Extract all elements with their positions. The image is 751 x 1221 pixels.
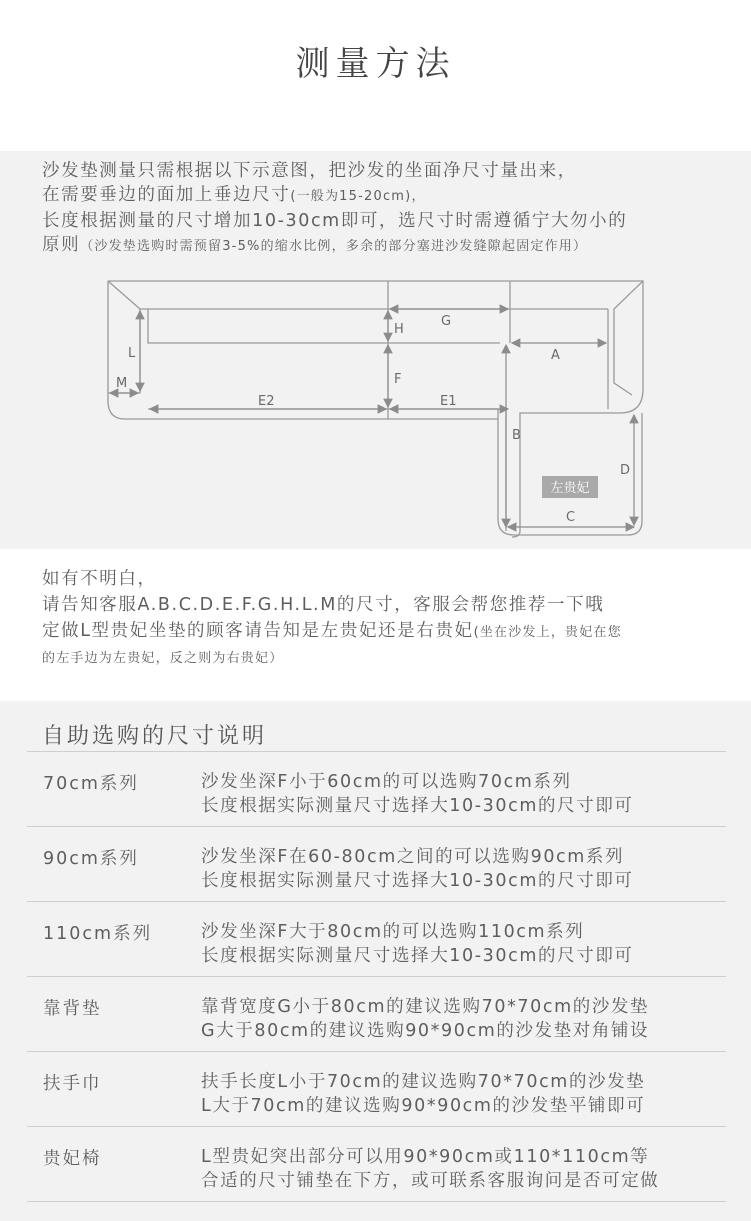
label-l: L [128, 346, 136, 361]
size-guide-title: 自助选购的尺寸说明 [42, 724, 268, 749]
row-description: 靠背宽度G小于80cm的建议选购70*70cm的沙发垫 G大于80cm的建议选购90*90cm的沙发垫对角铺设 [201, 997, 650, 1041]
row-description: 沙发坐深F小于60cm的可以选购70cm系列 长度根据实际测量尺寸选择大10-30cm的尺寸即可 [201, 772, 634, 816]
label-b: B [512, 428, 521, 443]
intro-line-4: 原则（沙发垫选购时需预留3-5%的缩水比例，多余的部分塞进沙发缝隙起固定作用） [42, 235, 588, 255]
row-label: 110cm系列 [43, 924, 153, 944]
intro-line-3: 长度根据测量的尺寸增加10-30cm即可，选尺寸时需遵循宁大勿小的 [42, 211, 628, 231]
svg-text:左贵妃: 左贵妃 [550, 481, 590, 496]
table-row [27, 1052, 726, 1127]
row-description: 沙发坐深F大于80cm的可以选购110cm系列 长度根据实际测量尺寸选择大10-30cm的尺寸即可 [201, 922, 634, 966]
chaise-side-badge [542, 476, 598, 498]
help-line-4: 的左手边为左贵妃，反之则为右贵妃） [42, 651, 284, 666]
row-label: 贵妃椅 [43, 1149, 102, 1169]
label-e2: E2 [258, 394, 275, 409]
row-label: 90cm系列 [43, 849, 139, 869]
label-g: G [441, 314, 452, 329]
size-guide-table [27, 751, 726, 1202]
label-e1: E1 [440, 394, 457, 409]
intro-line-1: 沙发垫测量只需根据以下示意图，把沙发的坐面净尺寸量出来， [42, 161, 577, 181]
row-label: 靠背垫 [43, 999, 102, 1019]
size-guide-section [0, 701, 751, 1221]
table-row [27, 977, 726, 1052]
table-row [27, 902, 726, 977]
row-label: 70cm系列 [43, 774, 139, 794]
label-c: C [566, 510, 576, 525]
row-label: 扶手巾 [43, 1074, 102, 1094]
page-title: 测量方法 [295, 44, 456, 84]
label-h: H [394, 322, 404, 337]
label-a: A [551, 348, 560, 363]
label-m: M [116, 376, 128, 391]
row-description: 沙发坐深F在60-80cm之间的可以选购90cm系列 长度根据实际测量尺寸选择大10-30cm的尺寸即可 [201, 847, 634, 891]
table-row [27, 752, 726, 827]
help-section [0, 549, 751, 701]
help-text [42, 566, 722, 672]
sofa-measure-diagram [0, 151, 751, 549]
table-row [27, 1127, 726, 1202]
row-description: 扶手长度L小于70cm的建议选购70*70cm的沙发垫 L大于70cm的建议选购90*90cm的沙发垫平铺即可 [201, 1072, 646, 1116]
measure-section [0, 151, 751, 549]
table-row [27, 827, 726, 902]
help-line-1: 如有不明白， [42, 569, 157, 589]
intro-line-2: 在需要垂边的面加上垂边尺寸(一般为15-20cm)， [42, 185, 426, 205]
help-line-3: 定做L型贵妃坐垫的顾客请告知是左贵妃还是右贵妃(坐在沙发上，贵妃在您 [42, 621, 622, 641]
label-d: D [620, 463, 631, 478]
label-f: F [394, 372, 402, 387]
row-description: L型贵妃突出部分可以用90*90cm或110*110cm等 合适的尺寸铺垫在下方，或可联系客服询问是否可定做 [201, 1147, 660, 1191]
help-line-2: 请告知客服A.B.C.D.E.F.G.H.L.M的尺寸，客服会帮您推荐一下哦 [42, 595, 605, 615]
